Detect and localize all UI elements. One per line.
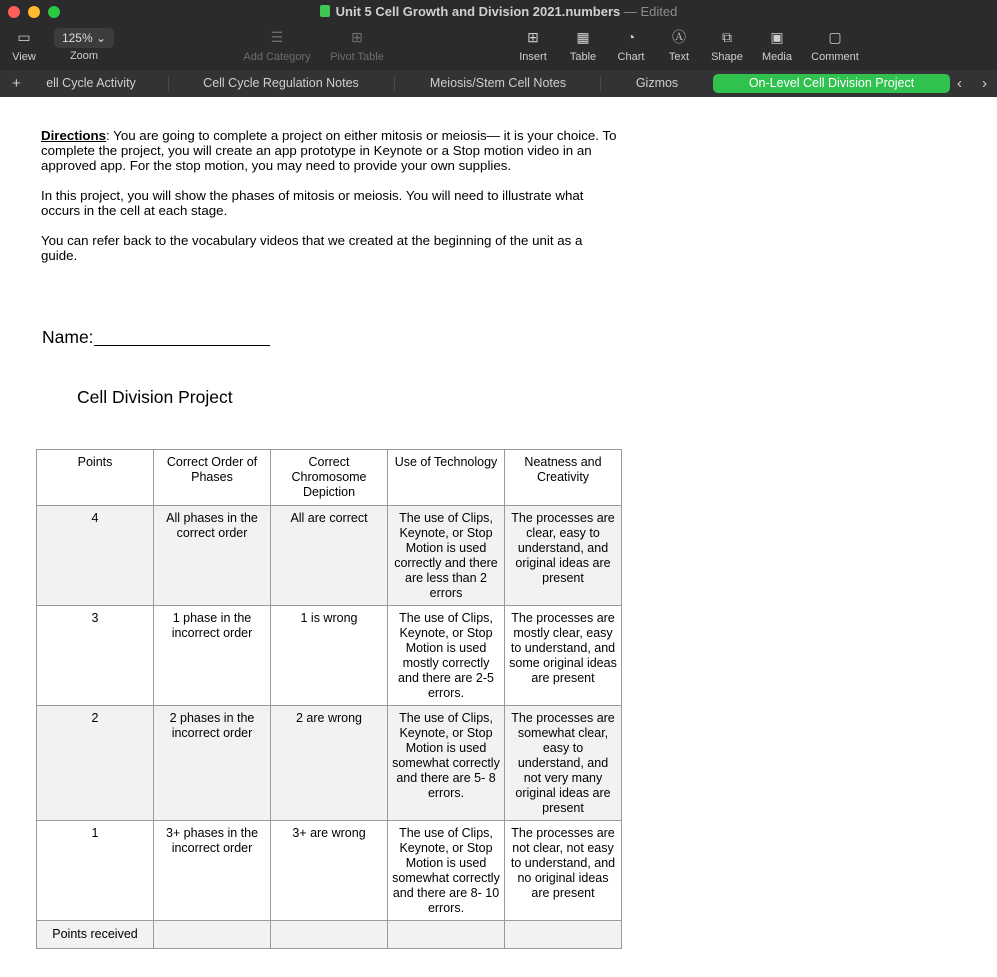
header-cell[interactable]: Use of Technology <box>388 450 505 506</box>
zoom-select[interactable]: 125% ⌄ <box>54 28 114 48</box>
add-category-button[interactable]: ☰ Add Category <box>236 28 318 63</box>
table-cell[interactable]: 1 <box>37 821 154 921</box>
media-icon: ▣ <box>770 29 784 45</box>
tab-cell-cycle-regulation-notes[interactable]: Cell Cycle Regulation Notes <box>203 76 359 90</box>
zoom-label: Zoom <box>69 50 99 62</box>
rubric-table <box>36 449 622 949</box>
insert-button[interactable]: ⊞ Insert <box>512 28 554 63</box>
text-box-icon: Ⓐ <box>672 29 686 45</box>
tab-meiosis-stem-cell-notes[interactable]: Meiosis/Stem Cell Notes <box>429 76 567 90</box>
comment-button[interactable]: ▢ Comment <box>806 28 864 63</box>
text-button[interactable]: Ⓐ Text <box>662 28 696 63</box>
sidebar-icon: ▭ <box>17 29 31 45</box>
shape-button[interactable]: ⧉ Shape <box>706 28 748 63</box>
table-cell[interactable]: 1 is wrong <box>271 606 388 706</box>
table-cell[interactable]: All are correct <box>271 506 388 606</box>
directions-text-box[interactable] <box>41 128 621 278</box>
project-title: Cell Division Project <box>77 387 233 407</box>
chevron-right-icon[interactable]: › <box>982 75 987 92</box>
tab-cell-cycle-activity[interactable]: ell Cycle Activity <box>46 76 136 90</box>
table-cell[interactable]: The use of Clips, Keynote, or Stop Motion is used mostly correctly and there are 2-5 errors. <box>388 606 505 706</box>
table-row <box>37 706 622 821</box>
table-cell[interactable]: 2 phases in the incorrect order <box>154 706 271 821</box>
name-field[interactable] <box>42 327 270 348</box>
tab-on-level-cell-division-project[interactable]: On-Level Cell Division Project <box>713 74 950 93</box>
list-icon: ☰ <box>270 29 284 45</box>
numbers-document-icon <box>320 5 330 17</box>
pivot-table-icon: ⊞ <box>351 29 363 45</box>
header-cell[interactable]: Correct Chromosome Depiction <box>271 450 388 506</box>
tab-separator <box>168 76 169 91</box>
table-cell[interactable]: 3 <box>37 606 154 706</box>
filename: Unit 5 Cell Growth and Division 2021.numbers <box>335 4 621 19</box>
table-cell[interactable]: The use of Clips, Keynote, or Stop Motion is used somewhat correctly and there are 5- 8 errors. <box>388 706 505 821</box>
table-cell[interactable]: 1 phase in the incorrect order <box>154 606 271 706</box>
table-cell[interactable] <box>271 921 388 949</box>
directions-paragraph <box>41 128 621 173</box>
table-cell[interactable]: The processes are mostly clear, easy to understand, and some original ideas are present <box>505 606 622 706</box>
name-blank-line <box>94 329 270 346</box>
name-label: Name: <box>42 327 94 347</box>
instructions-paragraph-2: In this project, you will show the phases of mitosis or meiosis. You will need to illustrate what occurs in the cell at each stage. <box>41 188 584 218</box>
header-cell[interactable]: Neatness and Creativity <box>505 450 622 506</box>
table-cell[interactable]: The processes are somewhat clear, easy to understand, and not very many original ideas are present <box>505 706 622 821</box>
table-header-row <box>37 450 622 506</box>
table-cell[interactable] <box>388 921 505 949</box>
table-cell[interactable] <box>505 921 622 949</box>
table-cell[interactable]: 4 <box>37 506 154 606</box>
window-title <box>0 4 997 19</box>
table-cell[interactable]: The processes are not clear, not easy to understand, and no original ideas are present <box>505 821 622 921</box>
sheet-tab-bar <box>0 70 997 97</box>
header-cell[interactable]: Points <box>37 450 154 506</box>
table-cell[interactable]: 3+ phases in the incorrect order <box>154 821 271 921</box>
insert-icon: ⊞ <box>527 29 539 45</box>
table-cell[interactable]: All phases in the correct order <box>154 506 271 606</box>
tab-separator <box>394 76 395 91</box>
table-cell[interactable]: The use of Clips, Keynote, or Stop Motion is used correctly and there are less than 2 errors <box>388 506 505 606</box>
edited-status: — Edited <box>623 4 678 19</box>
table-cell[interactable] <box>154 921 271 949</box>
chart-button[interactable]: ◔ Chart <box>612 28 650 63</box>
comment-icon: ▢ <box>828 29 842 45</box>
table-cell[interactable]: The use of Clips, Keynote, or Stop Motion is used somewhat correctly and there are 8- 10 errors. <box>388 821 505 921</box>
window-chrome <box>0 0 997 70</box>
media-button[interactable]: ▣ Media <box>756 28 798 63</box>
instructions-paragraph-3: You can refer back to the vocabulary videos that we created at the beginning of the unit as a guide. <box>41 233 583 263</box>
table-row <box>37 506 622 606</box>
chevron-left-icon[interactable]: ‹ <box>957 75 962 92</box>
pivot-table-button[interactable]: ⊞ Pivot Table <box>324 28 390 63</box>
header-cell[interactable]: Correct Order of Phases <box>154 450 271 506</box>
add-sheet-button[interactable]: + <box>12 75 21 92</box>
chart-icon: ◔ <box>626 29 636 45</box>
table-row <box>37 606 622 706</box>
view-button[interactable]: ▭ View <box>8 28 40 63</box>
table-icon: ▦ <box>576 29 590 45</box>
shape-icon: ⧉ <box>722 29 732 45</box>
tab-separator <box>600 76 601 91</box>
table-footer-row <box>37 921 622 949</box>
table-cell[interactable]: 2 are wrong <box>271 706 388 821</box>
table-button[interactable]: ▦ Table <box>564 28 602 63</box>
directions-label: Directions <box>41 128 107 143</box>
table-cell[interactable]: 2 <box>37 706 154 821</box>
table-cell[interactable]: The processes are clear, easy to understand, and original ideas are present <box>505 506 622 606</box>
chevron-down-icon: ⌄ <box>95 31 107 45</box>
table-row <box>37 821 622 921</box>
table-cell[interactable]: Points received <box>37 921 154 949</box>
directions-text: : You are going to complete a project on either mitosis or meiosis— it is your choice. To complete the project, you will create an app prototype in Keynote or a Stop motion video in an approved app. For the stop motion, you may need to provide your own supplies. <box>41 128 617 173</box>
table-cell[interactable]: 3+ are wrong <box>271 821 388 921</box>
tab-gizmos[interactable]: Gizmos <box>635 76 679 90</box>
